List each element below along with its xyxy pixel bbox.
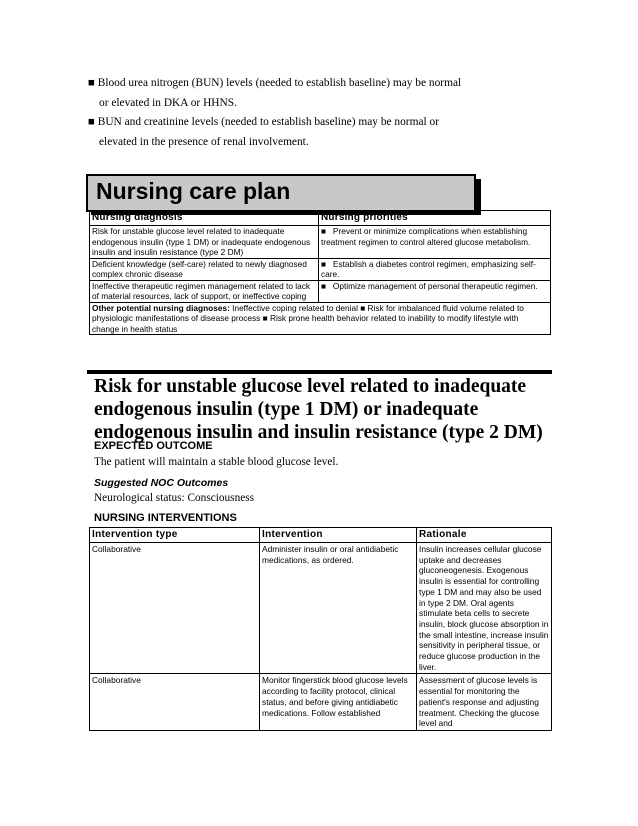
header-nursing-priorities: Nursing priorities	[319, 211, 551, 226]
interventions-header-row	[90, 528, 552, 543]
other-diagnoses-cell	[90, 302, 551, 335]
diagnosis-cell: Risk for unstable glucose level related to inadequate endogenous insulin (type 1 DM) or inadequate endogenous insulin and insulin resistance (type 2 DM)	[90, 226, 319, 259]
bullet-bun-line1: ■ Blood urea nitrogen (BUN) levels (needed to establish baseline) may be normal	[88, 77, 462, 89]
care-plan-header-row	[90, 211, 551, 226]
bullet-creatinine-line1: ■ BUN and creatinine levels (needed to establish baseline) may be normal or	[88, 116, 440, 128]
bullet-bun-line2: or elevated in DKA or HHNS.	[99, 96, 237, 109]
noc-outcomes-label: Suggested NOC Outcomes	[94, 477, 229, 489]
rationale-cell: Assessment of glucose levels is essential for monitoring the patient's response and adjusting treatment. Checking the glucose level and	[417, 674, 552, 731]
intervention-cell: Monitor fingerstick blood glucose levels according to facility protocol, clinical status, and before giving antidiabetic medications. Follow established	[260, 674, 417, 731]
other-diagnoses-label: Other potential nursing diagnoses:	[92, 302, 230, 313]
other-diagnoses-text: Ineffective coping related to denial ■ Risk for imbalanced fluid volume related to physiologic manifestations of disease process ■ Risk prone health behavior related to inability to modify lifestyle with change in health status	[92, 302, 524, 334]
care-plan-row	[90, 280, 551, 302]
header-intervention-type: Intervention type	[90, 528, 260, 543]
noc-outcomes-text: Neurological status: Consciousness	[94, 492, 255, 504]
care-plan-table	[89, 210, 551, 335]
diagnosis-cell: Deficient knowledge (self-care) related to newly diagnosed complex chronic disease	[90, 258, 319, 280]
priority-cell: ■ Prevent or minimize complications when establishing treatment regimen to control altered glucose metabolism.	[319, 226, 551, 259]
header-nursing-diagnosis: Nursing diagnosis	[90, 211, 319, 226]
priority-cell: ■ Optimize management of personal therapeutic regimen.	[319, 280, 551, 302]
nursing-interventions-label: NURSING INTERVENTIONS	[94, 512, 237, 524]
intervention-row	[90, 543, 552, 674]
expected-outcome-label: EXPECTED OUTCOME	[94, 440, 213, 452]
other-diagnoses-row	[90, 302, 551, 335]
section-divider	[87, 370, 552, 374]
diagnosis-cell: Ineffective therapeutic regimen management related to lack of material resources, lack of support, or ineffective coping	[90, 280, 319, 302]
section-heading: Risk for unstable glucose level related to inadequate endogenous insulin (type 1 DM) or inadequate endogenous insulin and insulin resistance (type 2 DM)	[94, 376, 543, 443]
intervention-cell: Administer insulin or oral antidiabetic medications, as ordered.	[260, 543, 417, 674]
care-plan-row	[90, 226, 551, 259]
header-intervention: Intervention	[260, 528, 417, 543]
rationale-cell: Insulin increases cellular glucose uptake and decreases gluconeogenesis. Exogenous insulin is essential for controlling type 1 DM and may also be used in type 2 DM. Oral agents stimulate beta cells to secrete insulin, block glucose absorption in the small intestine, increase insulin sensitivity in peripheral tissue, or reduce glucose production in the liver.	[417, 543, 552, 674]
care-plan-title: Nursing care plan	[96, 178, 291, 204]
bullet-creatinine-line2: elevated in the presence of renal involvement.	[99, 135, 309, 148]
intervention-row	[90, 674, 552, 731]
intervention-type-cell: Collaborative	[90, 674, 260, 731]
intervention-type-cell: Collaborative	[90, 543, 260, 674]
header-rationale: Rationale	[417, 528, 552, 543]
expected-outcome-text: The patient will maintain a stable blood glucose level.	[94, 456, 339, 468]
care-plan-title-box	[86, 174, 476, 212]
priority-cell: ■ Establish a diabetes control regimen, emphasizing self-care.	[319, 258, 551, 280]
interventions-table	[89, 527, 552, 731]
lab-bullets	[88, 74, 568, 152]
care-plan-row	[90, 258, 551, 280]
